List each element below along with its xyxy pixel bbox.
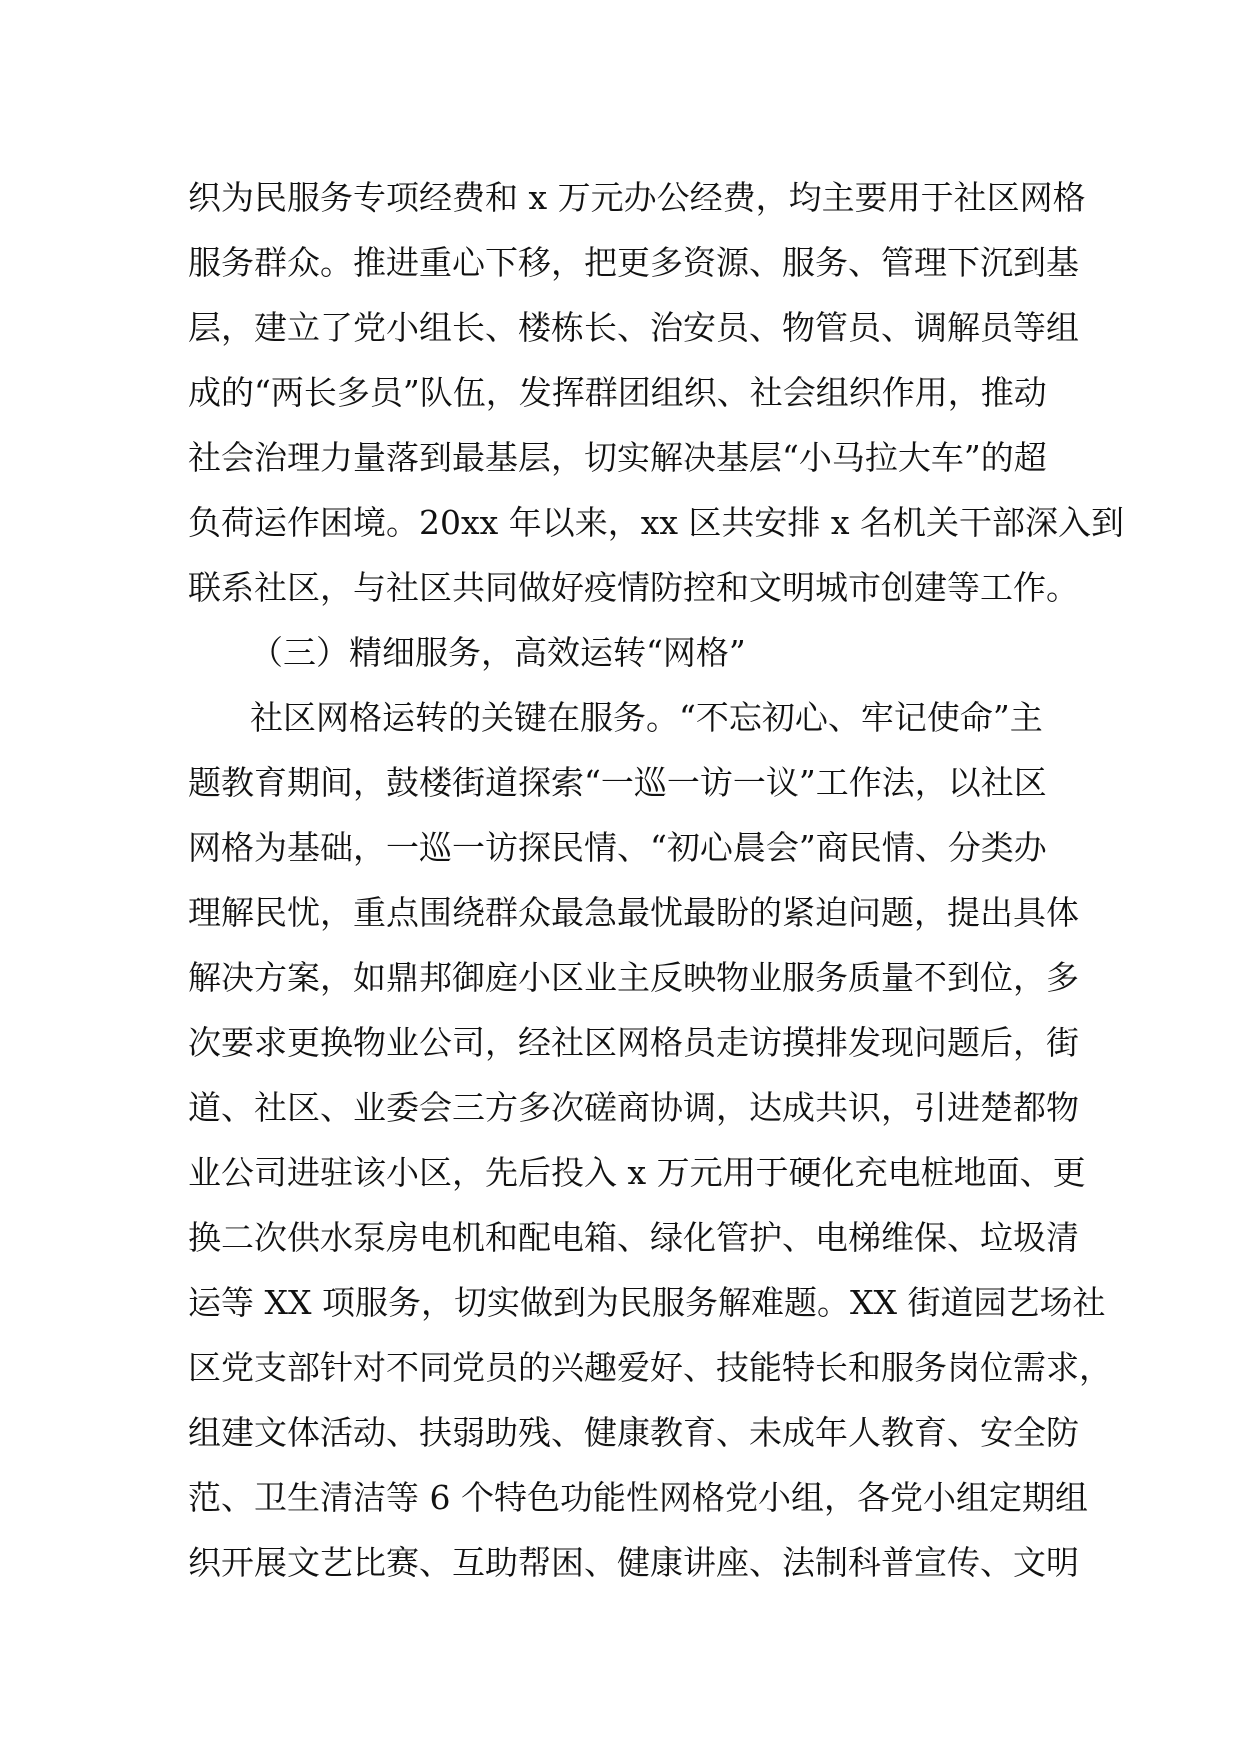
text-line: 运等 XX 项服务，切实做到为民服务解难题。XX 街道园艺场社 [188, 1283, 1106, 1322]
text-line: 业公司进驻该小区，先后投入 x 万元用于硬化充电桩地面、更 [188, 1153, 1086, 1192]
text-line: 区党支部针对不同党员的兴趣爱好、技能特长和服务岗位需求， [188, 1348, 1112, 1387]
body-text [188, 165, 1125, 1595]
section-heading: （三）精细服务，高效运转“网格” [250, 633, 746, 672]
text-line: 组建文体活动、扶弱助残、健康教育、未成年人教育、安全防 [188, 1413, 1079, 1452]
text-line: 题教育期间，鼓楼街道探索“一巡一访一议”工作法，以社区 [188, 763, 1047, 802]
text-line: 次要求更换物业公司，经社区网格员走访摸排发现问题后，街 [188, 1023, 1079, 1062]
text-line: 理解民忧，重点围绕群众最急最忧最盼的紧迫问题，提出具体 [188, 893, 1079, 932]
text-line: 负荷运作困境。20xx 年以来，xx 区共安排 x 名机关干部深入到 [188, 503, 1125, 542]
text-line: 织为民服务专项经费和 x 万元办公经费，均主要用于社区网格 [188, 178, 1086, 217]
text-line: 社会治理力量落到最基层，切实解决基层“小马拉大车”的超 [188, 438, 1047, 477]
text-line: 道、社区、业委会三方多次磋商协调，达成共识，引进楚都物 [188, 1088, 1079, 1127]
paragraph-first-line: 社区网格运转的关键在服务。“不忘初心、牢记使命”主 [250, 698, 1043, 737]
text-line: 联系社区，与社区共同做好疫情防控和文明城市创建等工作。 [188, 568, 1079, 607]
text-line: 范、卫生清洁等 6 个特色功能性网格党小组，各党小组定期组 [188, 1478, 1088, 1517]
text-line: 换二次供水泵房电机和配电箱、绿化管护、电梯维保、垃圾清 [188, 1218, 1079, 1257]
text-line: 层，建立了党小组长、楼栋长、治安员、物管员、调解员等组 [188, 308, 1079, 347]
text-line: 织开展文艺比赛、互助帮困、健康讲座、法制科普宣传、文明 [188, 1543, 1079, 1582]
text-line: 服务群众。推进重心下移，把更多资源、服务、管理下沉到基 [188, 243, 1079, 282]
text-line: 成的“两长多员”队伍，发挥群团组织、社会组织作用，推动 [188, 373, 1047, 412]
text-line: 网格为基础，一巡一访探民情、“初心晨会”商民情、分类办 [188, 828, 1047, 867]
text-line: 解决方案，如鼎邦御庭小区业主反映物业服务质量不到位，多 [188, 958, 1079, 997]
